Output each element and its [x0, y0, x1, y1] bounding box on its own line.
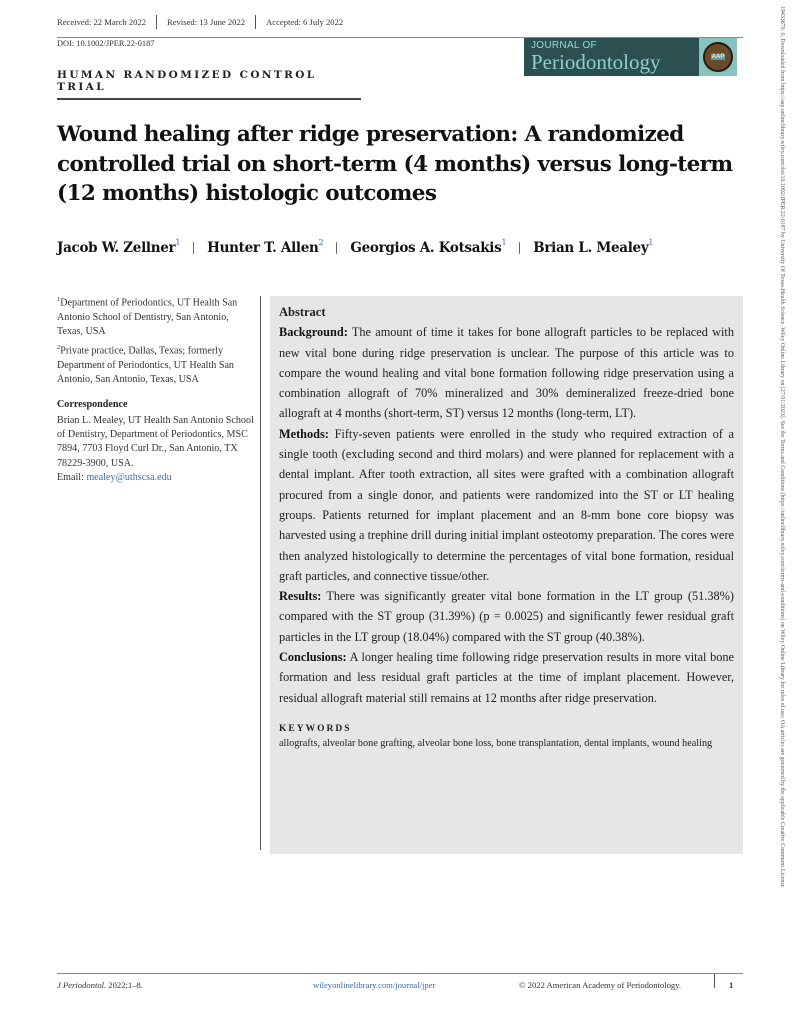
author-list	[57, 240, 653, 256]
volume-pages: 2022;1–8.	[106, 980, 143, 990]
affiliation-text: Private practice, Dallas, Texas; formerly Department of Periodontics, UT Health San Antonio, San Antonio, Texas, USA	[57, 345, 234, 386]
author[interactable]	[207, 240, 323, 256]
section-text: There was significantly greater vital bone formation in the LT group (51.38%) compared with the ST group (31.39%) (p = 0.0025) and significantly fewer residual graft particles in the LT group (18.04%) compared with the ST group (40.38%).	[279, 589, 734, 644]
author-name: Hunter T. Allen	[207, 240, 319, 256]
page-number: 1	[729, 980, 734, 990]
section-label: Results:	[279, 589, 322, 604]
correspondence-heading: Correspondence	[57, 398, 128, 410]
section-text: Fifty-seven patients were enrolled in the study who required extraction of a single tooth (excluding second and third molars) and were planned for replacement with a dental implant. After tooth extraction, all sites were grafted with a combination allograft procured from a single donor, and patients were randomized into the ST or LT healing groups. Patients returned for implant placement and an 8-mm bone core biopsy was harvested using a trephine drill during initial implant osteotomy preparation. The cores were then analyzed histologically to determine the percentages of vital bone formation, residual graft particles, and connective tissue/other.	[279, 426, 734, 583]
author[interactable]	[350, 240, 506, 256]
section-text: A longer healing time following ridge preservation results in more vital bone formation and less residual graft particles at the time of implant placement. However, residual allograft material still remains at 12 months after ridge preservation.	[279, 650, 734, 705]
affiliation	[57, 341, 257, 387]
affiliation-marker[interactable]: 2	[318, 238, 324, 247]
affiliation-text: Department of Periodontics, UT Health San Antonio School of Dentistry, San Antonio, Texas, USA	[57, 297, 238, 337]
abstract-background	[279, 322, 734, 423]
affiliation-marker[interactable]: 1	[648, 238, 654, 247]
abstract-heading: Abstract	[279, 305, 326, 319]
page-separator	[714, 974, 715, 988]
author-name: Brian L. Mealey	[533, 240, 649, 256]
article-title: Wound healing after ridge preservation: A randomized controlled trial on short-term (4 months) versus long-term (12 months) histologic outcomes	[57, 122, 733, 206]
affiliation-number: 2	[57, 344, 61, 352]
affiliation-marker[interactable]: 1	[501, 238, 507, 247]
author[interactable]	[57, 240, 180, 256]
article-type: HUMAN RANDOMIZED CONTROL TRIAL	[57, 69, 361, 100]
author-name: Jacob W. Zellner	[57, 240, 176, 256]
download-notice-text: 19433670, 0, Downloaded from https://aap.onlinelibrary.wiley.com/doi/10.1002/JPER.22-0187 by University Of Texas-Health Science, Wiley Online Library on [27/01/2023]. See the Terms and Conditions (https://onlinelibrary.wiley.com/terms-and-conditions) on Wiley Online Library for rules of use; OA articles are governed by the applicable Creative Commons License	[779, 6, 785, 888]
section-label: Conclusions:	[279, 650, 347, 665]
accepted-date: Accepted: 6 July 2022	[255, 15, 353, 29]
affiliation-number: 1	[57, 296, 61, 303]
journal-url-link[interactable]: wileyonlinelibrary.com/journal/jper	[313, 980, 436, 990]
aap-emblem	[698, 38, 737, 76]
aap-seal-icon	[703, 42, 733, 72]
author[interactable]	[533, 240, 653, 256]
keywords-heading: KEYWORDS	[279, 723, 352, 734]
affiliation	[57, 293, 257, 339]
journal-logo-line2: Periodontology	[531, 50, 661, 74]
download-notice	[776, 6, 786, 1016]
journal-abbrev: J Periodontol.	[57, 980, 107, 990]
affiliations	[57, 293, 257, 487]
column-divider	[260, 296, 261, 850]
email-label: Email:	[57, 471, 87, 483]
section-label: Background:	[279, 325, 348, 340]
author-separator	[336, 242, 337, 254]
doi[interactable]: DOI: 10.1002/JPER.22-0187	[57, 39, 155, 48]
received-date: Received: 22 March 2022	[57, 17, 147, 27]
email-link[interactable]: mealey@uthscsa.edu	[86, 471, 172, 483]
revised-date: Revised: 13 June 2022	[156, 15, 255, 29]
abstract-methods	[279, 424, 734, 586]
aap-emblem-text: AAP	[711, 54, 725, 60]
section-text: The amount of time it takes for bone allograft particles to be replaced with new vital bone during ridge preservation is unclear. The purpose of this article was to compare the wound healing and vital bone formation following ridge preservation using a combination allograft of 70% mineralized and 30% demineralized freeze-dried bone allograft at 4 months (short-term, ST) versus 12 months (long-term, LT).	[279, 325, 734, 421]
journal-citation	[57, 980, 143, 990]
copyright: © 2022 American Academy of Periodontology.	[519, 980, 682, 990]
abstract-results	[279, 586, 734, 647]
journal-logo	[524, 38, 737, 76]
journal-logo-line1: JOURNAL OF	[531, 40, 597, 51]
author-name: Georgios A. Kotsakis	[350, 240, 502, 256]
page-footer	[57, 973, 743, 990]
author-separator	[193, 242, 194, 254]
affiliation-marker[interactable]: 1	[175, 238, 181, 247]
author-separator	[519, 242, 520, 254]
publication-dates	[57, 15, 743, 38]
correspondence-address: Brian L. Mealey, UT Health San Antonio School of Dentistry, Department of Periodontics, MSC 7894, 7703 Floyd Curl Dr., San Antonio, TX 78229-3900, USA.	[57, 414, 254, 469]
abstract-conclusions	[279, 647, 734, 708]
correspondence-text	[57, 414, 257, 485]
section-label: Methods:	[279, 426, 329, 441]
keywords-list: allografts, alveolar bone grafting, alveolar bone loss, bone transplantation, dental implants, wound healing	[279, 737, 713, 749]
abstract-box	[270, 296, 743, 854]
